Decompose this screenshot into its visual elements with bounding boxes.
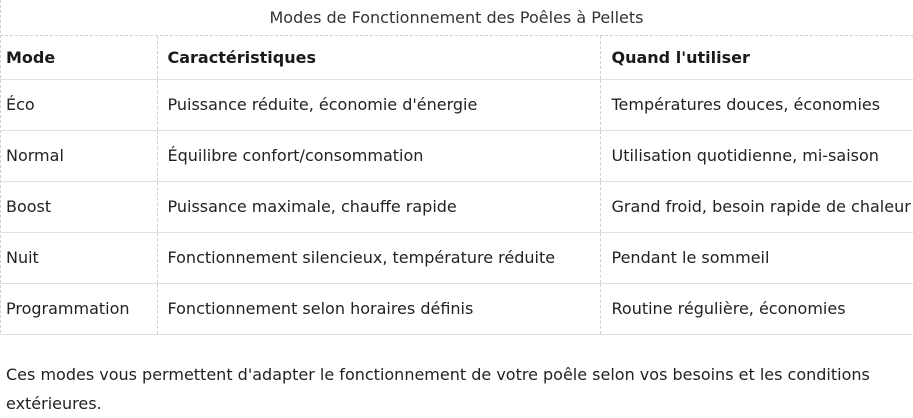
- cell-when-to-use: Températures douces, économies: [600, 79, 913, 130]
- table-caption: Modes de Fonctionnement des Poêles à Pellets: [0, 0, 913, 36]
- modes-table: [0, 36, 913, 335]
- cell-characteristics: Fonctionnement silencieux, température réduite: [157, 232, 600, 283]
- header-mode: Mode: [0, 36, 157, 79]
- table-row: [0, 232, 913, 283]
- table-row: [0, 181, 913, 232]
- header-characteristics: Caractéristiques: [157, 36, 600, 79]
- cell-mode: Normal: [0, 130, 157, 181]
- table-footnote: Ces modes vous permettent d'adapter le fonctionnement de votre poêle selon vos besoins et les conditions extérieures.: [6, 365, 870, 413]
- cell-characteristics: Équilibre confort/consommation: [157, 130, 600, 181]
- cell-characteristics: Puissance réduite, économie d'énergie: [157, 79, 600, 130]
- cell-characteristics: Fonctionnement selon horaires définis: [157, 283, 600, 334]
- table-header-row: [0, 36, 913, 79]
- table-row: [0, 79, 913, 130]
- header-when-to-use: Quand l'utiliser: [600, 36, 913, 79]
- cell-mode: Programmation: [0, 283, 157, 334]
- cell-when-to-use: Pendant le sommeil: [600, 232, 913, 283]
- cell-mode: Éco: [0, 79, 157, 130]
- cell-characteristics: Puissance maximale, chauffe rapide: [157, 181, 600, 232]
- cell-when-to-use: Routine régulière, économies: [600, 283, 913, 334]
- table-row: [0, 283, 913, 334]
- cell-mode: Nuit: [0, 232, 157, 283]
- table-row: [0, 130, 913, 181]
- cell-when-to-use: Utilisation quotidienne, mi-saison: [600, 130, 913, 181]
- cell-mode: Boost: [0, 181, 157, 232]
- cell-when-to-use: Grand froid, besoin rapide de chaleur: [600, 181, 913, 232]
